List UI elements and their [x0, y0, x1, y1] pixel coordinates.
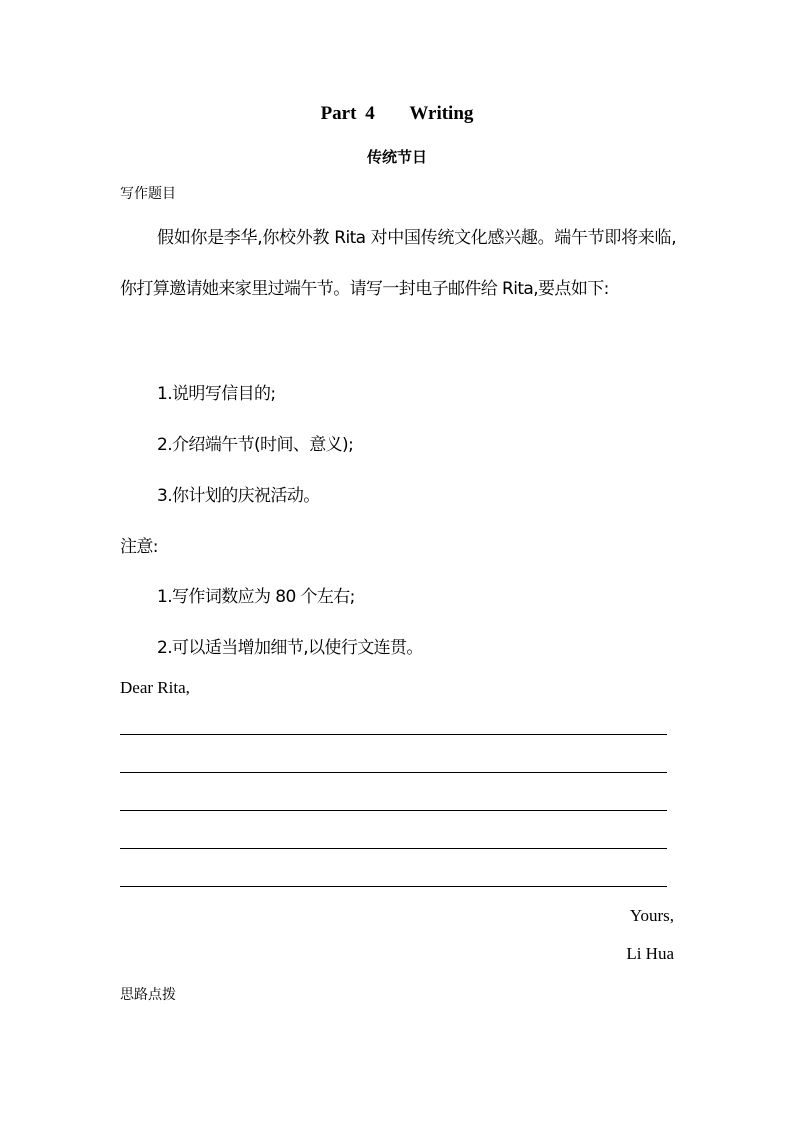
- task-label: 写作题目: [120, 186, 176, 202]
- task-point-1: 1.说明写信目的;: [157, 384, 276, 404]
- writing-line[interactable]: [120, 848, 667, 849]
- task-prompt: 假如你是李华,你校外教 Rita 对中国传统文化感兴趣。端午节即将来临,你打算邀请她来家里过端午节。请写一封电子邮件给 Rita,要点如下:: [120, 228, 676, 299]
- page-title: Part 4 Writing: [320, 103, 474, 124]
- task-point-2: 2.介绍端午节(时间、意义);: [157, 435, 354, 455]
- note-item-1: 1.写作词数应为 80 个左右;: [157, 587, 355, 607]
- page-subtitle: 传统节日: [366, 148, 427, 166]
- note-item-2: 2.可以适当增加细节,以使行文连贯。: [157, 638, 423, 658]
- hint-label: 思路点拨: [120, 987, 176, 1003]
- writing-line[interactable]: [120, 886, 667, 887]
- task-point-3: 3.你计划的庆祝活动。: [157, 486, 320, 506]
- writing-line[interactable]: [120, 772, 667, 773]
- letter-closing: Yours,: [629, 906, 674, 925]
- letter-signature: Li Hua: [626, 944, 674, 963]
- writing-line[interactable]: [120, 734, 667, 735]
- letter-greeting: Dear Rita,: [120, 678, 190, 697]
- notes-label: 注意:: [120, 537, 158, 557]
- writing-line[interactable]: [120, 810, 667, 811]
